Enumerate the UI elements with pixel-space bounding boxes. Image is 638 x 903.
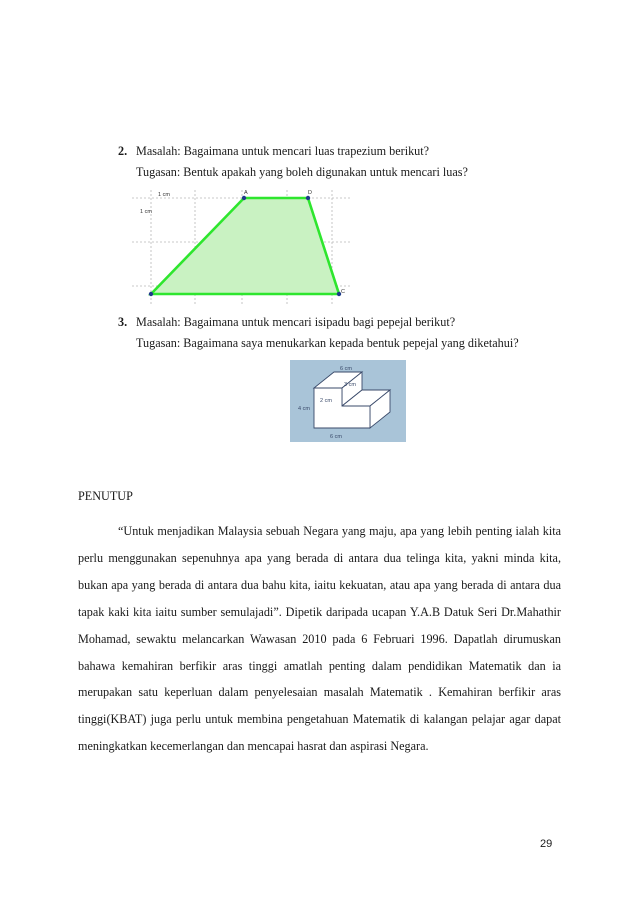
label-unit-top: 1 cm — [158, 192, 170, 198]
stepped-solid-figure — [290, 360, 406, 442]
page-number: 29 — [540, 838, 553, 850]
label-vertex-d: D — [308, 190, 312, 196]
closing-paragraph: “Untuk menjadikan Malaysia sebuah Negara yang maju, apa yang lebih penting ialah kita perlu menggunakan sepenuhnya apa yang berada di antara dua telinga kita, yakni minda kita, bukan apa yang berada di antara dua bahu kita, iaitu kekuatan, atau apa yang berada di antara dua tapak kaki kita iaitu sumber semulajadi”. Dipetik daripada ucapan Y.A.B Datuk Seri Dr.Mahathir Mohamad, sewaktu melancarkan Wawasan 2010 pada 6 Februari 1996. Dapatlah dirumuskan bahawa kemahiran berfikir aras tinggi amatlah penting dalam pendidikan Matematik dan ia merupakan satu keperluan dalam penyelesaian masalah Matematik . Kemahiran berfikir aras tinggi(KBAT) juga perlu untuk membina pengetahuan Matematik di kalangan pelajar agar dapat meningkatkan kecemerlangan dan mencapai hasrat dan aspirasi Negara. — [78, 524, 561, 754]
question-3-number: 3. — [118, 315, 128, 329]
label-unit-side: 1 cm — [140, 209, 152, 215]
dim-height: 4 cm — [298, 406, 310, 412]
question-3-task: Tugasan: Bagaimana saya menukarkan kepada bentuk pepejal yang diketahui? — [136, 336, 519, 350]
question-2-task: Tugasan: Bentuk apakah yang boleh digunakan untuk mencari luas? — [136, 165, 468, 179]
dim-top: 6 cm — [340, 366, 352, 372]
question-2-number: 2. — [118, 144, 128, 158]
trapezium-figure — [132, 190, 352, 306]
label-vertex-a: A — [244, 190, 248, 196]
question-2-problem: Masalah: Bagaimana untuk mencari luas trapezium berikut? — [136, 144, 430, 158]
dim-base: 6 cm — [330, 434, 342, 440]
dim-inner: 2 cm — [320, 398, 332, 404]
section-heading: PENUTUP — [78, 489, 133, 503]
label-vertex-c: C — [341, 289, 345, 295]
dim-step: 3 cm — [344, 382, 356, 388]
question-3-problem: Masalah: Bagaimana untuk mencari isipadu bagi pepejal berikut? — [136, 315, 456, 329]
